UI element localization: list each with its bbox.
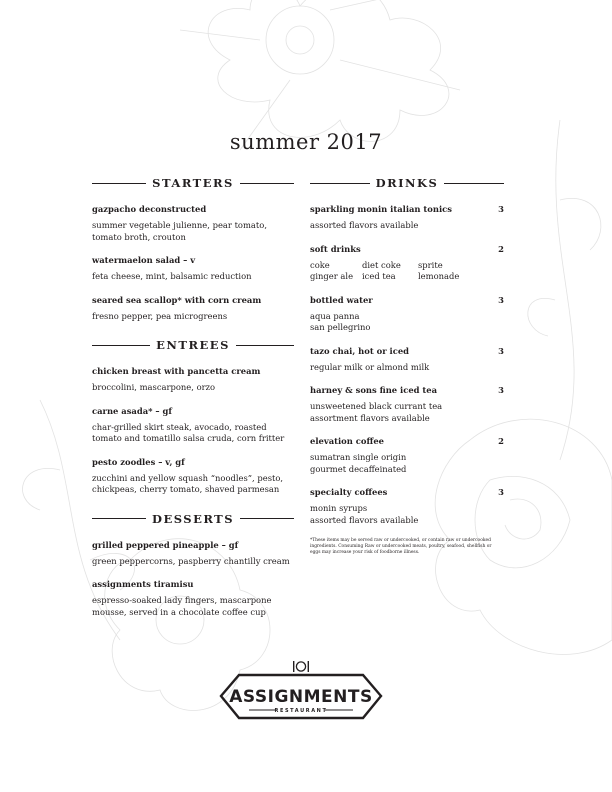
item-price: 3 bbox=[498, 487, 504, 497]
heading-rule-left bbox=[310, 183, 370, 184]
soft-drink-option: diet coke bbox=[362, 259, 401, 270]
logo-subtitle: RESTAURANT bbox=[274, 708, 328, 714]
drinks-column bbox=[310, 176, 504, 556]
item-price: 3 bbox=[498, 345, 504, 356]
item-name: bottled water bbox=[310, 294, 373, 305]
soft-drink-option: sprite bbox=[418, 259, 443, 270]
entrees-heading bbox=[92, 338, 294, 352]
drink-item bbox=[310, 436, 504, 475]
drink-item bbox=[310, 346, 504, 374]
drink-item bbox=[310, 385, 504, 424]
heading-rule-right bbox=[236, 345, 294, 346]
item-price: 3 bbox=[498, 204, 504, 214]
item-description: monin syrups assorted flavors available bbox=[310, 503, 419, 525]
heading-rule-right bbox=[444, 183, 504, 184]
starters-heading-label: STARTERS bbox=[152, 176, 234, 190]
item-price: 2 bbox=[498, 243, 504, 254]
item-description: zucchini and yellow squash “noodles”, pesto, chickpeas, cherry tomato, shaved parmesan bbox=[92, 472, 284, 494]
menu-item bbox=[92, 406, 294, 445]
soft-drink-option: iced tea bbox=[362, 271, 396, 281]
item-description: char-grilled skirt steak, avocado, roasted tomato and tomatillo salsa cruda, corn fritter bbox=[92, 421, 285, 443]
item-name: carne asada* – gf bbox=[92, 405, 172, 416]
item-description: assorted flavors available bbox=[310, 220, 419, 230]
item-description: unsweetened black currant tea assortment flavors available bbox=[310, 401, 443, 423]
item-description: summer vegetable julienne, pear tomato, tomato broth, crouton bbox=[92, 220, 267, 242]
soft-drink-options bbox=[310, 260, 504, 283]
item-price: 2 bbox=[498, 436, 504, 446]
item-description: aqua panna san pellegrino bbox=[310, 310, 371, 332]
logo-wordmark: ASSIGNMENTS bbox=[229, 687, 373, 707]
restaurant-logo bbox=[219, 658, 383, 734]
item-name: tazo chai, hot or iced bbox=[310, 345, 410, 356]
heading-rule-left bbox=[92, 518, 146, 519]
item-name: pesto zoodles – v, gf bbox=[92, 456, 185, 467]
item-name: sparkling monin italian tonics bbox=[310, 204, 452, 214]
item-description: sumatran single origin gourmet decaffeinated bbox=[310, 452, 407, 474]
item-description: green peppercorns, paspberry chantilly cream bbox=[92, 555, 290, 566]
desserts-heading bbox=[92, 512, 294, 526]
item-description: espresso-soaked lady fingers, mascarpone mousse, served in a chocolate coffee cup bbox=[92, 595, 272, 617]
item-name: soft drinks bbox=[310, 243, 361, 254]
item-price: 3 bbox=[498, 294, 504, 305]
desserts-heading-label: DESSERTS bbox=[151, 511, 235, 526]
menu-item bbox=[92, 204, 294, 243]
drink-item bbox=[310, 244, 504, 283]
heading-rule-right bbox=[240, 518, 294, 519]
menu-item bbox=[92, 295, 294, 323]
heading-rule-left bbox=[92, 183, 146, 184]
food-safety-footnote: *These items may be served raw or undercooked, or contain raw or undercooked ingredients. Consuming Raw or undercooked meats, poultry, seafood, shellfish or eggs may increase your risk of foodborne illness. bbox=[310, 538, 492, 555]
starters-heading bbox=[92, 176, 294, 190]
item-name: grilled peppered pineapple – gf bbox=[92, 539, 239, 550]
item-name: gazpacho deconstructed bbox=[92, 204, 207, 214]
item-name: harney & sons fine iced tea bbox=[310, 385, 438, 395]
menu-title: summer 2017 bbox=[229, 130, 383, 154]
menu-item bbox=[92, 457, 294, 496]
soft-drink-option: coke bbox=[310, 259, 330, 270]
item-name: elevation coffee bbox=[310, 436, 384, 446]
heading-rule-right bbox=[240, 183, 294, 184]
item-name: watermaelon salad – v bbox=[92, 255, 196, 265]
menu-item bbox=[92, 366, 294, 394]
item-name: seared sea scallop* with corn cream bbox=[92, 294, 262, 305]
drinks-heading bbox=[310, 176, 504, 190]
food-column bbox=[92, 176, 294, 630]
item-price: 3 bbox=[498, 385, 504, 395]
drink-item bbox=[310, 487, 504, 526]
entrees-heading-label: ENTREES bbox=[156, 338, 230, 352]
item-description: broccolini, mascarpone, orzo bbox=[92, 382, 216, 392]
menu-item bbox=[92, 540, 294, 568]
drink-item bbox=[310, 204, 504, 232]
menu-item bbox=[92, 579, 294, 618]
item-name: chicken breast with pancetta cream bbox=[92, 366, 261, 376]
soft-drink-option: lemonade bbox=[418, 271, 460, 281]
menu-item bbox=[92, 255, 294, 283]
item-name: specialty coffees bbox=[310, 487, 388, 497]
item-name: assignments tiramisu bbox=[92, 579, 194, 589]
top-flower-icon bbox=[180, 0, 460, 150]
soft-drink-option: ginger ale bbox=[310, 271, 354, 281]
drink-item bbox=[310, 295, 504, 334]
heading-rule-left bbox=[92, 345, 150, 346]
item-description: feta cheese, mint, balsamic reduction bbox=[92, 271, 252, 281]
item-description: regular milk or almond milk bbox=[310, 361, 430, 372]
item-description: fresno pepper, pea microgreens bbox=[92, 310, 228, 321]
utensils-icon bbox=[293, 661, 309, 672]
drinks-heading-label: DRINKS bbox=[375, 176, 439, 190]
